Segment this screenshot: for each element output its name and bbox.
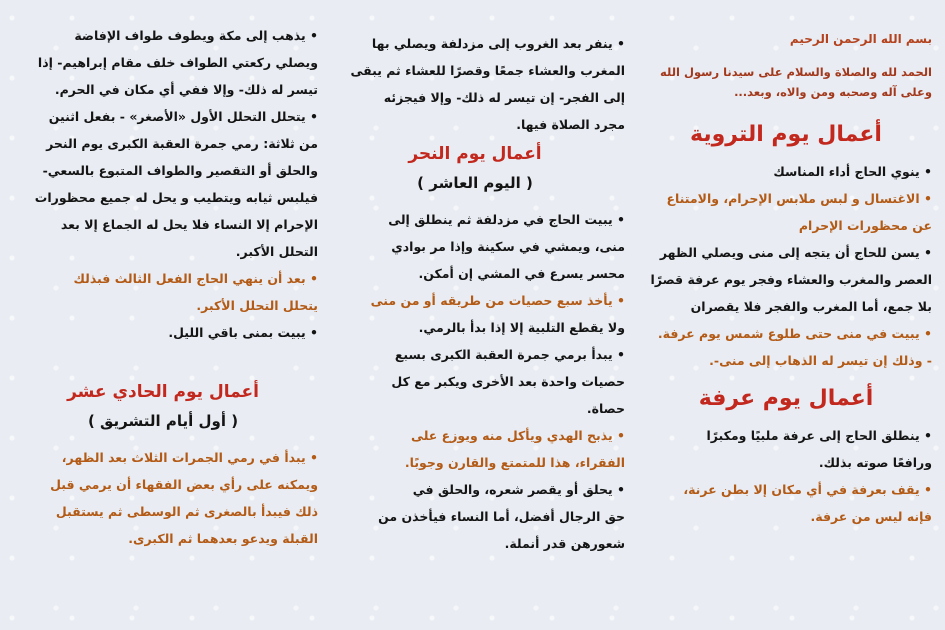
tarwiya-line: • يسن للحاج أن يتجه إلى منى ويصلي الظهر: [659, 245, 932, 260]
tarwiya-line: • ينوي الحاج أداء المناسك: [773, 164, 932, 179]
tarwiya-line: • يبيت في منى حتى طلوع شمس يوم عرفة.: [657, 326, 932, 341]
nahr-line: محسر يسرع في المشي إن أمكن.: [418, 266, 625, 281]
intro-line-1: الحمد لله والصلاة والسلام على سيدنا رسول الله: [660, 65, 932, 79]
nahr-line: حق الرجال أفضل، أما النساء فيأخذن من: [378, 509, 625, 524]
hadi-ashar-heading: أعمال يوم الحادي عشر: [67, 382, 259, 402]
basmala: بسم الله الرحمن الرحيم: [789, 32, 932, 46]
hadi-ashar-line: القبلة ويدعو بعدهما ثم الكبرى.: [128, 531, 318, 546]
muzdalifa-line: • ينفر بعد الغروب إلى مزدلفة ويصلي بها: [371, 36, 625, 51]
nahr-heading: أعمال يوم النحر: [408, 144, 542, 164]
middle-column: [325, 0, 625, 630]
tarwiya-line: العصر والمغرب والعشاء وفجر يوم عرفة قصرًا: [650, 272, 932, 287]
tahallul-line: • يتحلل التحلل الأول «الأصغر» - بفعل اثنين: [48, 109, 318, 124]
arafa-line: • ينطلق الحاج إلى عرفة ملبيًا ومكبرًا: [706, 428, 932, 443]
muzdalifa-line: مجرد الصلاة فيها.: [516, 117, 625, 132]
arafa-heading: أعمال يوم عرفة: [698, 386, 874, 411]
nahr-line: • يبيت الحاج في مزدلفة ثم ينطلق إلى: [388, 212, 625, 227]
hadi-ashar-line: • يبدأ في رمي الجمرات الثلاث بعد الظهر،: [61, 450, 318, 465]
tahallul-line: فيلبس ثيابه ويتطيب و يحل له جميع محظورات: [34, 190, 318, 205]
tahallul-line: من ثلاثة: رمي جمرة العقبة الكبرى يوم النحر: [46, 136, 318, 151]
arafa-line: ورافعًا صوته بذلك.: [818, 455, 932, 470]
tarwiya-heading: أعمال يوم التروية: [690, 122, 882, 147]
tahallul-line: الإحرام إلا النساء فلا يحل له الجماع إلا بعد: [60, 217, 318, 232]
tahallul-line: والحلق أو التقصير والطواف المتبوع بالسعي-: [42, 163, 318, 178]
nahr-line: • يحلق أو يقصر شعره، والحلق في: [412, 482, 625, 497]
arafa-line: فإنه ليس من عرفة.: [810, 509, 932, 524]
mabit-line: • يبيت بمنى باقي الليل.: [168, 325, 318, 340]
ifada-line: ويصلي ركعتي الطواف خلف مقام إبراهيم- إذا: [37, 55, 318, 70]
hadi-ashar-subheading: ( أول أيام التشريق ): [87, 412, 239, 430]
tarwiya-line: بلا جمع، أما المغرب والفجر فلا يقصران: [690, 299, 932, 314]
ifada-line: تيسر له ذلك- وإلا ففي أي مكان في الحرم.: [54, 82, 318, 97]
nahr-line: ولا يقطع التلبية إلا إذا بدأ بالرمي.: [418, 320, 625, 335]
muzdalifa-line: إلى الفجر- إن تيسر له ذلك- وإلا فيجزئه: [383, 90, 625, 105]
right-column: [640, 0, 932, 630]
tahallul-line: التحلل الأكبر.: [235, 244, 318, 259]
tarwiya-line: عن محظورات الإحرام: [798, 218, 932, 233]
ifada-line: • يذهب إلى مكة ويطوف طواف الإفاضة: [74, 28, 318, 43]
tahallul-akbar-line: • بعد أن ينهي الحاج الفعل الثالث فبذلك: [73, 271, 318, 286]
nahr-line: • يذبح الهدي ويأكل منه ويوزع على: [411, 428, 625, 443]
hadi-ashar-line: ذلك فيبدأ بالصغرى ثم الوسطى ثم يستقبل: [55, 504, 318, 519]
nahr-subheading: ( اليوم العاشر ): [417, 174, 533, 192]
nahr-line: حصيات واحدة بعد الأخرى ويكبر مع كل: [391, 374, 625, 389]
muzdalifa-line: المغرب والعشاء جمعًا وقصرًا للعشاء ثم يبقى: [350, 63, 625, 78]
hadi-ashar-line: ويمكنه على رأي بعض الفقهاء أن يرمي قبل: [50, 477, 318, 492]
nahr-line: الفقراء، هذا للمتمتع والقارن وجوبًا.: [404, 455, 625, 470]
left-column: [8, 0, 318, 630]
tarwiya-line: • الاغتسال و لبس ملابس الإحرام، والامتناع: [666, 191, 932, 206]
tahallul-akbar-line: يتحلل التحلل الأكبر.: [196, 298, 318, 313]
intro-line-2: وعلى آله وصحبه ومن والاه، وبعد...: [734, 85, 932, 99]
tarwiya-line: - وذلك إن تيسر له الذهاب إلى منى-.: [709, 353, 932, 368]
arafa-line: • يقف بعرفة في أي مكان إلا بطن عرنة،: [683, 482, 932, 497]
nahr-line: منى، ويمشي في سكينة وإذا مر بوادي: [391, 239, 625, 254]
nahr-line: حصاة.: [586, 401, 625, 416]
nahr-line: • يبدأ برمي جمرة العقبة الكبرى بسبع: [394, 347, 625, 362]
nahr-line: شعورهن قدر أنملة.: [504, 536, 625, 551]
nahr-line: • يأخذ سبع حصيات من طريقه أو من منى: [370, 293, 625, 308]
